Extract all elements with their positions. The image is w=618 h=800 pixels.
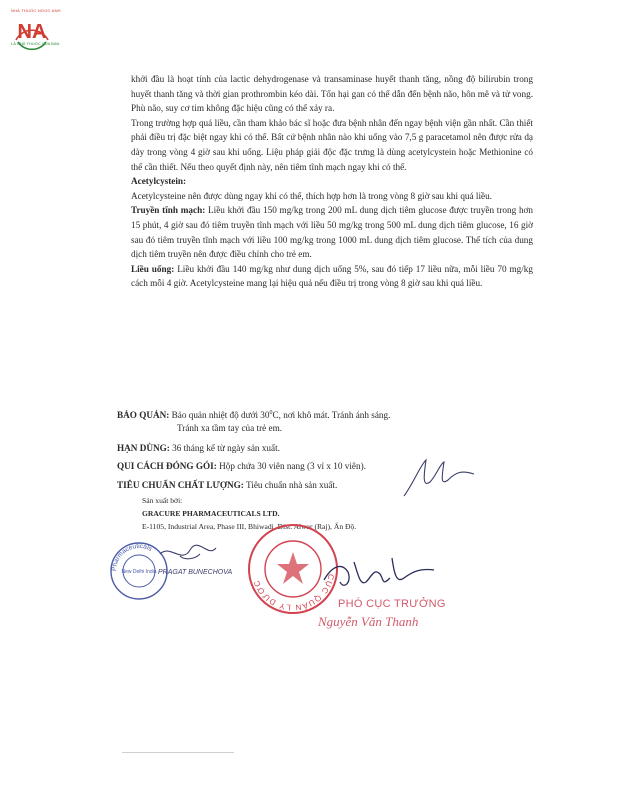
iv-paragraph	[131, 203, 533, 261]
oral-label: Liều uống:	[131, 263, 175, 274]
iv-label: Truyền tĩnh mạch:	[131, 205, 206, 216]
footer-divider	[122, 752, 234, 753]
company-signature-icon	[150, 540, 260, 580]
overdose-paragraph-2: Trong trường hợp quá liều, cần tham khảo bác sĩ hoặc đưa bệnh nhân đến ngay bệnh viện gần nhất. Cần thiết phải điều trị đặc biệt ngay khi có thể. Bất cứ bệnh nhân nào khi uống vào 7,5 g paracetamol nên được rửa dạ dày trong vòng 4 giờ sau khi uống. Liệu pháp giải độc đặc trưng là dùng acetylcystein hoặc Methionine có thể cần thiết. Nếu theo quyết định này, nên tiêm tĩnh mạch ngay khi có thể.	[131, 117, 533, 172]
logo-letters: NA	[17, 21, 47, 43]
produced-by-label: Sản xuất bởi:	[142, 496, 183, 505]
storage-degree: 0	[269, 410, 273, 416]
deputy-signature-icon	[318, 552, 438, 600]
company-seal-ring-text: Pharmaceuticals	[110, 542, 153, 572]
overdose-section	[131, 72, 533, 291]
oral-text: Liều khởi đầu 140 mg/kg như dung dịch uống 5%, sau đó tiếp 17 liều nữa, mỗi liều 70 mg/kg cách mỗi 4 giờ. Acetylcysteine mang lại hiệu quả nếu điều trị trong vòng 8 giờ sau khi quá liều.	[131, 263, 533, 289]
children-warning: Tránh xa tầm tay của trẻ em.	[177, 422, 283, 433]
company-seal-center-text: New Delhi India	[121, 569, 157, 575]
logo-caption-top: NHÀ THUỐC NGỌC ANH	[11, 8, 61, 13]
iv-text: Liều khởi đầu 150 mg/kg trong 200 mL dung dịch tiêm glucose được truyền trong hơn 15 phút, 4 giờ sau đó tiêm truyền tĩnh mạch với liều 50 mg/kg trong 500 mL dung dịch tiêm glucose, 16 giờ sau đó tiêm truyền tĩnh mạch với liều 100 mg/kg trong 1000 mL dung dịch tiêm glucose. Thể tích của dung dịch tiêm truyền nên được điều chỉnh cho trẻ em.	[131, 205, 533, 260]
approver-initial-signature-icon	[400, 452, 480, 502]
quality-text: Tiêu chuẩn nhà sản xuất.	[243, 479, 338, 490]
overdose-paragraph-1: khởi đầu là hoạt tính của lactic dehydrogenase và transaminase huyết thanh tăng, nồng độ bilirubin trong huyết thanh tăng và thời gian prothrombin kéo dài. Tổn hại gan có thể dẫn đến bệnh não, hôn mê và tử vong. Phù não, suy cơ tim không đặc hiệu cũng có thể xảy ra.	[131, 74, 533, 114]
oral-paragraph	[131, 262, 533, 291]
storage-text-before: Bảo quản nhiệt độ dưới 30	[169, 410, 270, 421]
expiry-label: HẠN DÙNG:	[117, 442, 170, 453]
deputy-name: Nguyễn Văn Thanh	[318, 614, 419, 629]
storage-text-after: C, nơi khô mát. Tránh ánh sáng.	[272, 410, 391, 421]
expiry-text: 36 tháng kể từ ngày sản xuất.	[169, 442, 280, 453]
company-signature-text: PRAGAT BUNECHOVA	[158, 569, 233, 576]
quality-label: TIÊU CHUẨN CHẤT LƯỢNG:	[117, 479, 244, 490]
acetylcystein-heading: Acetylcystein:	[131, 176, 187, 187]
manufacturer-name: GRACURE PHARMACEUTICALS LTD.	[142, 509, 280, 518]
logo-caption-bottom: LÀ NHÀ THUỐC CỦA BẠN	[11, 41, 60, 46]
deputy-title: PHÓ CỤC TRƯỞNG	[338, 598, 446, 610]
acetylcystein-paragraph: Acetylcysteine nên được dùng ngay khi có thể, thích hợp hơn là trong vòng 8 giờ sau khi quá liều.	[131, 190, 492, 201]
official-seal-ring-text: CỤC QUẢN LÝ DƯỢC	[251, 573, 336, 613]
packaging-text: Hộp chứa 30 viên nang (3 vỉ x 10 viên).	[216, 461, 366, 472]
packaging-label: QUI CÁCH ĐÓNG GÓI:	[117, 461, 217, 472]
storage-label: BẢO QUẢN:	[117, 410, 170, 421]
manufacturer-address: E-1105, Industrial Area, Phase III, Bhiwadi, Dist. Alwar (Raj), Ấn Độ.	[142, 522, 357, 531]
